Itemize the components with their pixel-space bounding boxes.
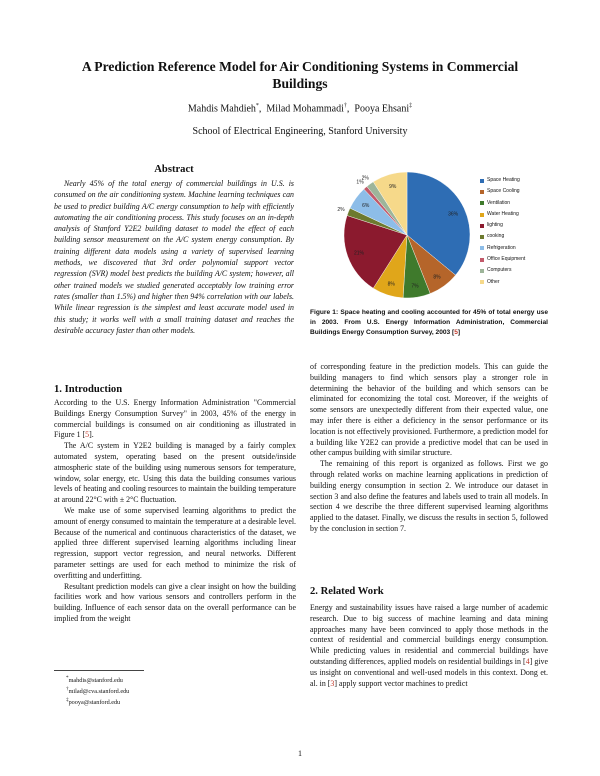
pie-slice-label: 6% <box>362 203 370 210</box>
citation-link[interactable]: 3 <box>330 678 335 688</box>
legend-label: Water Heating <box>487 210 519 217</box>
legend-entry <box>480 254 565 265</box>
pie-slice-label: 2% <box>361 175 369 182</box>
legend-swatch <box>480 224 484 228</box>
intro-continued <box>310 362 548 535</box>
legend-label: Ventilation <box>487 199 511 206</box>
body-paragraph: The remaining of this report is organized as follows. First we go through related works on machine learning applications in prediction of building energy consumption in section 2. We introduce our dataset in section 3 and also define the features and labels used to train all models. In section 4 we describe the three different supervised learning algorithms applied to the dataset. Finally, we discuss the results in section 5, followed by the conclusion in section 7. <box>310 459 548 533</box>
author-line: Mahdis Mahdieh*, Milad Mohammadi†, Pooya Ehsani‡ <box>187 103 413 115</box>
author-name: Pooya Ehsani <box>354 103 410 115</box>
pie-slice-label: 36% <box>448 211 459 218</box>
legend-entry <box>480 209 565 220</box>
footnote: ‡pooya@stanford.edu <box>66 697 121 707</box>
author-name: Mahdis Mahdieh <box>187 103 256 115</box>
legend-swatch <box>480 201 484 205</box>
legend-swatch <box>480 280 484 284</box>
legend-entry <box>480 277 565 288</box>
legend-label: Space Heating <box>487 177 520 183</box>
legend-entry <box>480 186 565 197</box>
legend-label: cooking <box>487 233 505 240</box>
legend-entry <box>480 220 565 231</box>
citation-link[interactable]: 5 <box>85 430 90 440</box>
pie-slice-label: 21% <box>354 250 365 257</box>
legend-swatch <box>480 246 484 250</box>
legend-swatch <box>480 179 484 183</box>
intro-paragraph: According to the U.S. Energy Information Administration "Commercial Buildings Energy Consumption Survey" in 2003, 45% of the energy in commercial buildings is consumed on air conditioning as illustrated in Figure 1 [5]. <box>54 398 296 440</box>
abstract <box>54 178 294 336</box>
pie-slice-label: 1% <box>356 179 364 186</box>
legend-label: Refrigeration <box>487 244 516 251</box>
body-paragraph: of corresponding feature in the prediction models. This can guide the building managers to find which sensors play a stronger role in determining the behavior of the building and which sensors can be eliminated for economizing the total cost. Moreover, if the weights of some sensors are unexpectedly different from their expected value, one may infer there is either a deficiency in the sensor performance or its location is not effectively provisioned. Furthermore, a prediction model for a building like Y2E2 can provide a predictive model that can be used in other campus building with similar structure. <box>310 362 548 458</box>
footnote-rule <box>54 670 144 671</box>
chart-legend <box>480 175 565 288</box>
abstract-text: Nearly 45% of the total energy of commercial buildings in U.S. is consumed on the air conditioning system. Machine learning techniques can be used to predict building A/C energy consumption to help with efficiently automating the air conditioning process. This study focuses on an in-depth analysis of Stanford Y2E2 building dataset to model the effect of each building sensor measurement on the A/C system energy consumption. By training different data models using a variety of supervised learning methods, we discovered that 3rd order polynomial support vector regression (SVR) model best predicts the building A/C system; however, all other trained models we studied generated acceptably low training error rates (smaller than 1.5%) and higher then 94% correlation with our labels. While linear regression is the simplest and least accurate model used in this study; it works well with a small training dataset and reaches the desirable accuracy faster than other models. <box>54 179 294 335</box>
legend-entry <box>480 265 565 276</box>
footnote: *mahdis@stanford.edu <box>66 675 123 685</box>
legend-swatch <box>480 258 484 262</box>
legend-entry <box>480 198 565 209</box>
author-mark: * <box>255 103 259 109</box>
legend-entry <box>480 175 565 186</box>
intro-paragraph: We make use of some supervised learning algorithms to predict the amount of energy consumed to maintain the temperature at a desirable level. Because of the numerical and continuous characteristics of the dataset, we applied three different supervised learning algorithms including linear regression, support vector regression, and neural networks. Different parameter settings are used for each method to minimize the risk of overfitting and underfitting. <box>54 505 296 580</box>
pie-slice-label: 7% <box>411 283 419 290</box>
page-number: 1 <box>298 749 302 758</box>
author-mark: ‡ <box>409 103 413 109</box>
pie-slice-label: 8% <box>433 274 441 281</box>
footnote: †milad@cva.stanford.edu <box>66 686 130 696</box>
legend-label: Office Equipment <box>487 256 526 263</box>
intro-heading: 1. Introduction <box>54 384 123 395</box>
legend-label: Space Cooling <box>487 188 520 195</box>
related-work-heading: 2. Related Work <box>310 586 384 597</box>
legend-entry <box>480 243 565 254</box>
affiliation: School of Electrical Engineering, Stanford University <box>192 126 408 137</box>
legend-entry <box>480 231 565 242</box>
legend-swatch <box>480 213 484 217</box>
legend-label: Other <box>487 278 500 285</box>
legend-swatch <box>480 190 484 194</box>
pie-slice-label: 8% <box>387 281 395 288</box>
footnotes <box>54 674 294 707</box>
pie-slice-label: 9% <box>389 184 397 191</box>
intro-paragraph: The A/C system in Y2E2 building is managed by a fairly complex automated system, operating based on the present outside/inside atmospheric state of the building using numerous sensors for temperature, window, solar energy, etc. Using this data the building consumes various levels of heating and cooling resources to maintain the building temperature at around 22°C with ± 2°C fluctuation. <box>54 441 296 505</box>
citation-link[interactable]: 5 <box>454 329 458 337</box>
citation-link[interactable]: 4 <box>525 656 530 666</box>
paper-title: A Prediction Reference Model for Air Conditioning Systems in Commercial Buildings <box>81 59 519 91</box>
legend-label: lighting <box>487 222 503 229</box>
figure-caption: Figure 1: Space heating and cooling accounted for 45% of total energy use in 2003. From U.S. Energy Information Administration, Commercial Buildings Energy Consumption Survey, 2003 [5] <box>310 309 548 337</box>
legend-swatch <box>480 269 484 273</box>
related-work-body <box>310 603 548 689</box>
related-paragraph: Energy and sustainability issues have raised a large number of academic research. Due to big success of machine learning and data mining approaches many have been convinced to apply those methods in the context of residential and commercial buildings energy consumption. While predicting values in residential and commercial buildings have outstanding differences, applied models on residential buildings in [4] give us insight on conventional and well-used models in this context. Dong et. al. in [3] apply support vector machines to predict <box>310 603 548 688</box>
legend-swatch <box>480 235 484 239</box>
author-name: Milad Mohammadi <box>266 103 344 115</box>
pie-slice-label: 2% <box>337 206 345 213</box>
author-mark: † <box>343 103 347 109</box>
intro-body <box>54 398 296 625</box>
legend-label: Computers <box>487 267 512 274</box>
intro-paragraph: Resultant prediction models can give a clear insight on how the building facilities work and how various sensors and controllers perform in the building. Influence of each sensor data on the overall performance can be implied from the weight <box>54 581 296 623</box>
abstract-heading: Abstract <box>154 164 194 175</box>
